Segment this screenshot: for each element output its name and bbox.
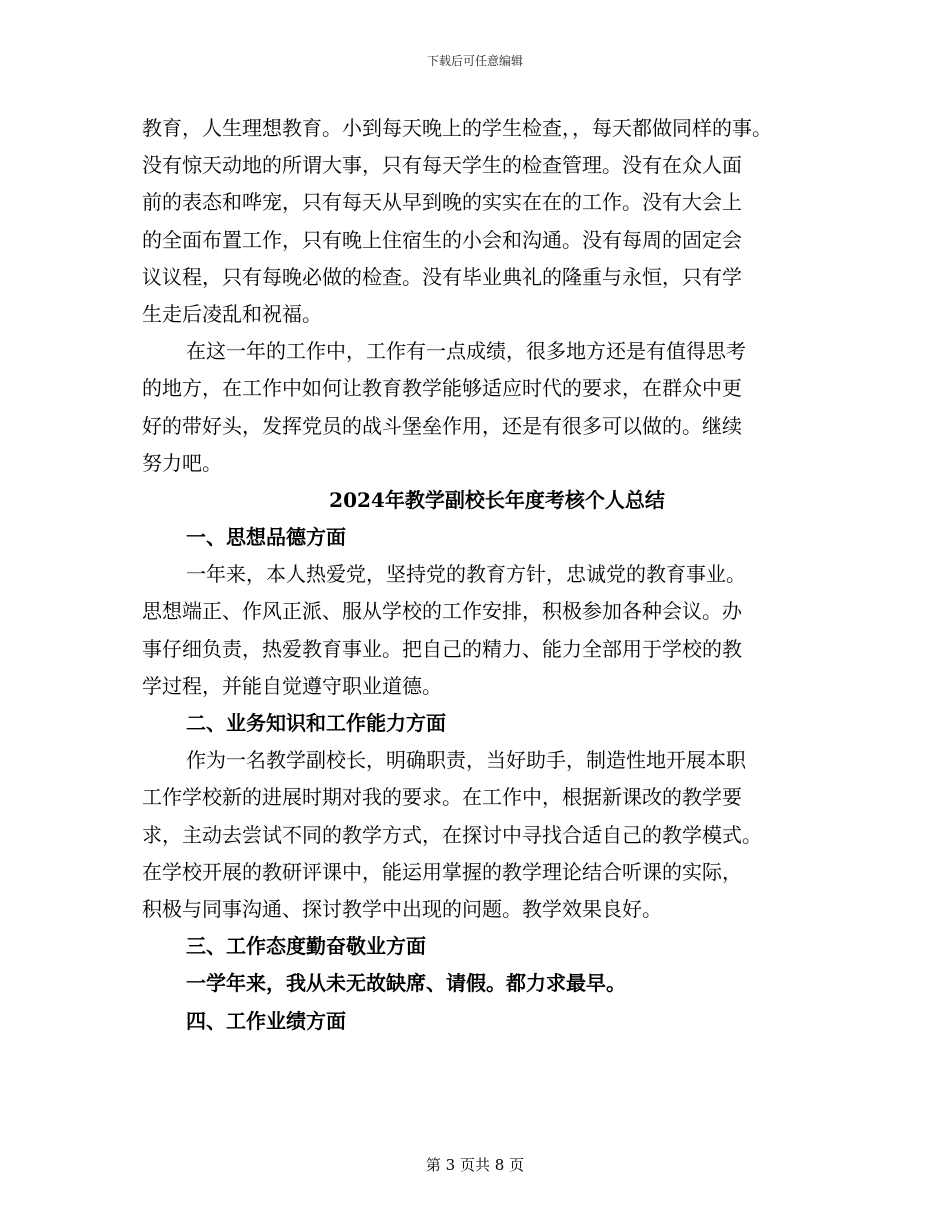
paragraph-line: 工作学校新的进展时期对我的要求。在工作中，根据新课改的教学要 — [142, 785, 742, 810]
paragraph-line: 学过程，并能自觉遵守职业道德。 — [142, 673, 442, 698]
paragraph-line: 在学校开展的教研评课中，能运用掌握的教学理论结合听课的实际， — [142, 859, 742, 884]
paragraph-line: 没有惊天动地的所谓大事，只有每天学生的检查管理。没有在众人面 — [142, 153, 742, 178]
paragraph-line: 在这一年的工作中，工作有一点成绩，很多地方还是有值得思考 — [186, 339, 746, 364]
section-heading: 三、工作态度勤奋敬业方面 — [186, 934, 426, 959]
paragraph-line: 思想端正、作风正派、服从学校的工作安排，积极参加各种会议。办 — [142, 599, 742, 624]
paragraph-line: 生走后凌乱和祝福。 — [142, 301, 322, 326]
page-header: 下载后可任意编辑 — [426, 54, 523, 68]
paragraph-line: 前的表态和哗宠，只有每天从早到晚的实实在在的工作。没有大会上 — [142, 190, 742, 215]
paragraph-line: 一年来，本人热爱党，坚持党的教育方针，忠诚党的教育事业。 — [186, 562, 746, 587]
paragraph-line: 的全面布置工作，只有晚上住宿生的小会和沟通。没有每周的固定会 — [142, 227, 742, 252]
section-heading: 一、思想品德方面 — [186, 525, 346, 550]
document-body — [142, 110, 832, 1040]
paragraph-line: 求，主动去尝试不同的教学方式，在探讨中寻找合适自己的教学模式。 — [142, 822, 762, 847]
paragraph-line: 议议程，只有每晚必做的检查。没有毕业典礼的隆重与永恒，只有学 — [142, 264, 742, 289]
section-heading: 四、工作业绩方面 — [186, 1008, 346, 1033]
section-heading: 二、业务知识和工作能力方面 — [186, 711, 446, 735]
paragraph-line: 努力吧。 — [142, 450, 222, 475]
paragraph-line: 教育，人生理想教育。小到每天晚上的学生检查，，每天都做同样的事。 — [142, 116, 772, 140]
paragraph-line: 的地方，在工作中如何让教育教学能够适应时代的要求，在群众中更 — [142, 376, 742, 401]
page-footer: 第 3 页共 8 页 — [425, 1156, 525, 1174]
paragraph-line: 好的带好头，发挥党员的战斗堡垒作用，还是有很多可以做的。继续 — [142, 413, 742, 438]
paragraph-line: 一学年来，我从未无故缺席、请假。都力求最早。 — [186, 971, 626, 996]
paragraph-line: 事仔细负责，热爱教育事业。把自己的精力、能力全部用于学校的教 — [142, 636, 742, 661]
paragraph-line: 作为一名教学副校长，明确职责，当好助手，制造性地开展本职 — [186, 748, 746, 773]
paragraph-line: 积极与同事沟通、探讨教学中出现的问题。教学效果良好。 — [142, 896, 662, 921]
document-title: 2024年教学副校长年度考核个人总结 — [329, 487, 665, 512]
